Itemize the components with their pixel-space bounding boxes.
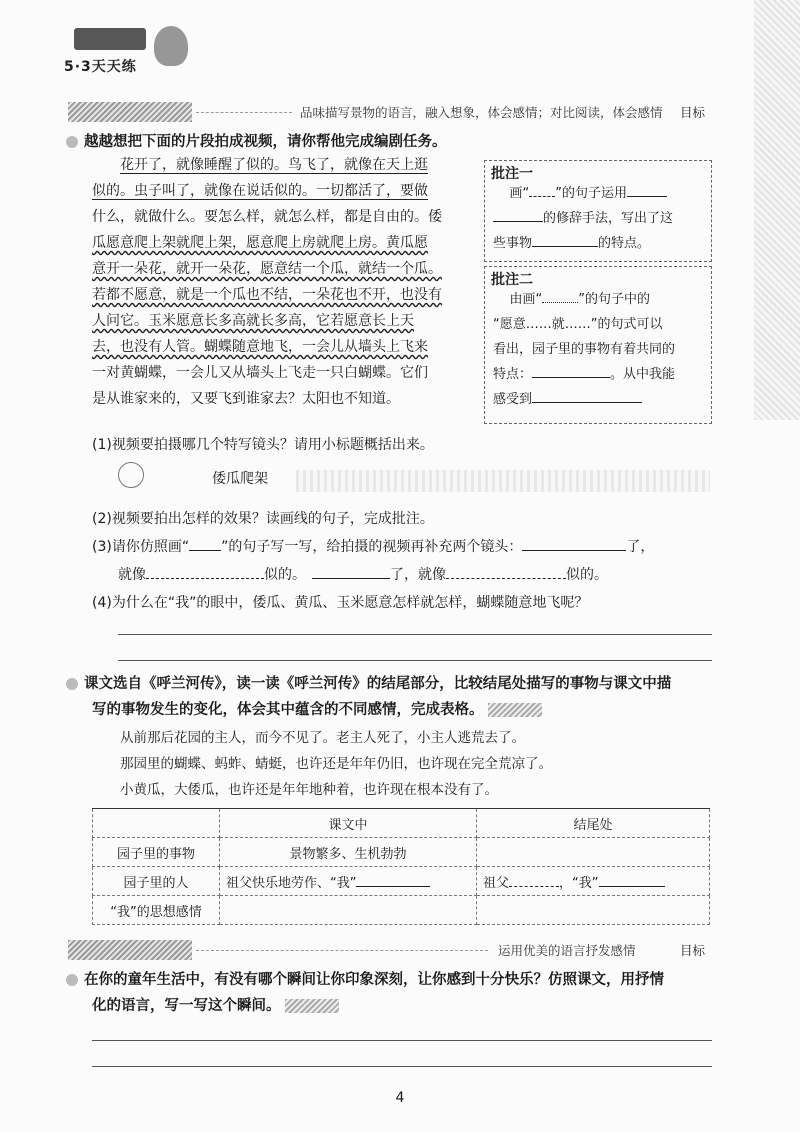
passage-line: 意开一朵花，就开一朵花，愿意结一个瓜，就结一个瓜。 [92, 261, 442, 277]
q-text: ”的句子写一写，给拍摄的视频再补充两个镜头： [221, 539, 523, 555]
question-text: 在你的童年生活中，有没有哪个瞬间让你印象深刻，让你感到十分快乐？仿照课文，用抒情 [84, 972, 664, 988]
question-text: 课文选自《呼兰河传》，读一读《呼兰河传》的结尾部分，比较结尾处描写的事物与课文中描 [84, 676, 672, 692]
note-text: 。从中我能 [610, 367, 676, 382]
question-number-icon [66, 974, 78, 986]
blank[interactable] [522, 536, 626, 551]
question-text: 越越想把下面的片段拍成视频，请你帮他完成编剧任务。 [84, 134, 447, 150]
annotation-body [493, 181, 707, 256]
flower-icon [118, 462, 144, 488]
question-number-icon [66, 678, 78, 690]
passage-line: 若都不愿意，就是一个瓜也不结，一朵花也不开，也没有 [92, 287, 442, 303]
note-text: “愿意……就……”的句式可以 [493, 317, 663, 332]
goal-label: 目标 [680, 943, 706, 958]
blank[interactable] [532, 388, 642, 403]
passage-line: 瓜愿意爬上架就爬上架，愿意爬上房就爬上房。黄瓜愿 [92, 235, 428, 251]
reading-passage [92, 152, 474, 412]
comparison-table [92, 808, 710, 925]
row-label: “我”的思想感情 [93, 896, 220, 925]
tag-stamp [285, 999, 339, 1013]
table-corner [93, 809, 220, 838]
blank[interactable] [356, 872, 430, 887]
note-text: 看出，园子里的事物有着共同的 [493, 342, 676, 357]
blank[interactable] [446, 564, 566, 579]
row-label: 园子里的人 [93, 867, 220, 896]
note-text: 由画“ [509, 292, 543, 307]
sub-question-1: (1)视频要拍摄哪几个特写镜头？请用小标题概括出来。 [92, 437, 434, 453]
table-cell [477, 867, 710, 896]
passage-line: 花开了，就像睡醒了似的。鸟飞了，就像在天上逛 [120, 157, 428, 173]
table-row [93, 896, 710, 925]
question-text: 化的语言，写一写这个瞬间。 [92, 998, 281, 1014]
cell-text: 祖父快乐地劳作、“我” [226, 875, 357, 891]
annotation-title: 批注一 [491, 166, 533, 182]
blank[interactable] [532, 232, 598, 247]
cell-text: ，“我” [559, 875, 599, 891]
blank[interactable] [493, 207, 543, 222]
note-text: 画“ [509, 186, 530, 201]
passage-line: 去，也没有人管。蝴蝶随意地飞，一会儿从墙头上飞来 [92, 339, 428, 355]
q-text: 似的。 [264, 567, 306, 583]
note-text: 的特点。 [598, 236, 651, 251]
wavy-mark [542, 288, 578, 303]
passage-line: 似的。虫子叫了，就像在说话似的。一切都活了，要做 [92, 183, 428, 199]
passage-line: 什么，就做什么。要怎么样，就怎么样，都是自由的。倭 [92, 209, 442, 225]
brand-subtitle: 5·3天天练 [64, 59, 137, 75]
q-text: 了， [626, 539, 655, 555]
annotation-body [493, 287, 707, 412]
row-label: 园子里的事物 [93, 838, 220, 867]
question-text: 写的事物发生的变化，体会其中蕴含的不同感情，完成表格。 [92, 702, 484, 718]
section-tag [68, 940, 192, 960]
passage-line: 一对黄蝴蝶，一会儿又从墙头上飞走一只白蝴蝶。它们 [92, 365, 428, 381]
answer-line[interactable] [92, 1066, 712, 1067]
blank[interactable] [529, 182, 555, 197]
goal-label: 目标 [680, 105, 706, 120]
answer-line[interactable] [118, 634, 712, 635]
note-text: 的修辞手法，写出了这 [543, 211, 674, 226]
note-text: 特点： [493, 367, 533, 382]
note-text: ”的句子运用 [555, 186, 628, 201]
mascot-icon [154, 26, 188, 66]
tag-stamp [488, 703, 542, 717]
goal-bar-2 [68, 940, 712, 960]
table-cell-blank[interactable] [477, 838, 710, 867]
blank[interactable] [627, 182, 667, 197]
note-text: 些事物 [493, 236, 533, 251]
annotation-box-2 [484, 266, 712, 424]
annotation-title: 批注二 [491, 272, 533, 288]
sub-question-4: (4)为什么在“我”的眼中，倭瓜、黄瓜、玉米愿意怎样就怎样，蝴蝶随意地飞呢？ [92, 595, 589, 611]
sub-question-3-line2 [118, 564, 608, 584]
blank[interactable] [312, 564, 390, 579]
note-text: 感受到 [493, 392, 533, 407]
blank[interactable] [532, 363, 610, 378]
answer-area-noise[interactable] [296, 470, 710, 492]
q-text: 就像 [118, 567, 146, 583]
quote-line: 小黄瓜，大倭瓜，也许还是年年地种着，也许现在根本没有了。 [120, 782, 498, 798]
q-text: 了，就像 [390, 567, 446, 583]
q-text: 似的。 [566, 567, 608, 583]
passage-line: 人问它。玉米愿意长多高就长多高，它若愿意长上天 [92, 313, 414, 329]
answer-line[interactable] [118, 660, 712, 661]
table-cell: 景物繁多、生机勃勃 [220, 838, 477, 867]
quote-line: 那园里的蝴蝶、蚂蚱、蜻蜓，也许还是年年仍旧，也许现在完全荒凉了。 [120, 756, 552, 772]
page-number: 4 [395, 1090, 405, 1106]
q-text: (3)请你仿照画“ [92, 539, 190, 555]
divider [196, 112, 292, 113]
goal-text: 品味描写景物的语言，融入想象，体会感情；对比阅读，体会感情 [300, 105, 663, 120]
note-text: ”的句子中的 [578, 292, 651, 307]
sub-question-3 [92, 536, 654, 556]
sub-question-2: (2)视频要拍出怎样的效果？读画线的句子，完成批注。 [92, 511, 434, 527]
table-row [93, 867, 710, 896]
blank[interactable] [509, 872, 559, 887]
table-cell-blank[interactable] [220, 896, 477, 925]
sub-question-1-answer: 倭瓜爬架 [212, 471, 268, 487]
brand-title-block [74, 28, 146, 50]
answer-line[interactable] [92, 1040, 712, 1041]
table-header: 结尾处 [477, 809, 710, 838]
table-header: 课文中 [220, 809, 477, 838]
passage-line: 是从谁家来的，又要飞到谁家去？太阳也不知道。 [92, 391, 400, 407]
question-2-title-line2 [92, 698, 542, 719]
question-1-title [66, 130, 447, 151]
table-cell-blank[interactable] [477, 896, 710, 925]
brand-logo [58, 22, 188, 84]
question-3-title-line2 [92, 994, 339, 1015]
question-3-title [66, 968, 664, 989]
quote-line: 从前那后花园的主人，而今不见了。老主人死了，小主人逃荒去了。 [120, 730, 525, 746]
annotation-box-1 [484, 160, 712, 262]
question-number-icon [66, 136, 78, 148]
blank[interactable] [146, 564, 264, 579]
divider [196, 950, 488, 951]
question-2-title [66, 672, 671, 693]
blank[interactable] [599, 872, 665, 887]
section-tag [68, 102, 192, 122]
table-cell [220, 867, 477, 896]
table-row [93, 838, 710, 867]
underline-mark [189, 536, 221, 551]
scan-noise [754, 0, 800, 420]
goal-text: 运用优美的语言抒发感情 [498, 943, 636, 958]
goal-bar-1 [68, 102, 712, 122]
cell-text: 祖父 [483, 875, 510, 891]
